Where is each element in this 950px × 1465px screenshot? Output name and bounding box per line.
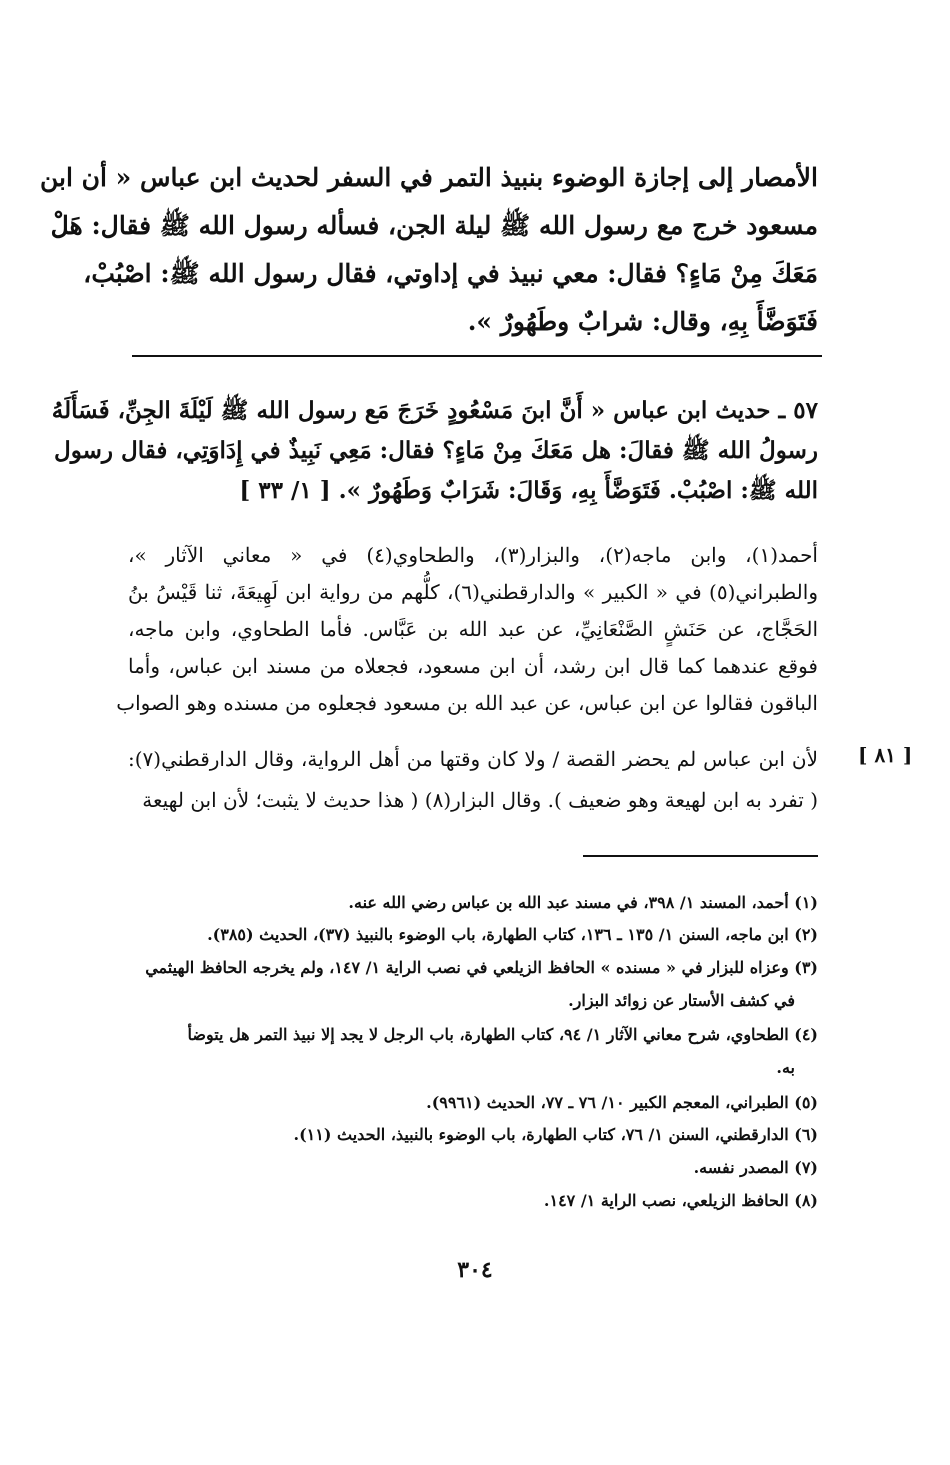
top-passage-line-4: فَتَوَضَّأَ بِهِ، وقال: شرابٌ وطَهُورٌ ». [467,307,818,336]
hadith-line-2: رسولُ الله ﷺ فقالَ: هل مَعَكَ مِنْ مَاءٍ؟ فقال: مَعِي نَبِيذٌ في إِدَاوَتِي، فقال رسول [54,437,818,464]
top-passage-line-2: مسعود خرج مع رسول الله ﷺ ليلة الجن، فسأله رسول الله ﷺ فقال: هَلْ [50,211,818,240]
body-line-2: والطبراني(٥) في « الكبير » والدارقطني(٦)، كلُّهم من رواية ابن لَهِيعَةَ، ثنا قَيْسُ بنُ [128,580,818,604]
body-line-6: لأن ابن عباس لم يحضر القصة / ولا كان وقتها من أهل الرواية، وقال الدارقطني(٧): [128,747,818,771]
hadith-line-3: الله ﷺ: اصْبُبْ. فَتَوَضَّأَ بِهِ، وَقَالَ: شَرَابٌ وَطَهُورٌ ». [ ١/ ٣٣ ] [239,477,818,504]
body-line-3: الحَجَّاج، عن حَنَشٍ الصَّنْعَانِيِّ، عن عبد الله بن عَبَّاس. فأما الطحاوي، وابن ماجه، [128,617,818,641]
body-line-1: أحمد(١)، وابن ماجه(٢)، والبزار(٣)، والطحاوي(٤) في « معاني الآثار »، [128,543,818,567]
margin-page-reference: [ ٨١ ] [858,743,913,767]
footnote-7: (٧) المصدر نفسه. [693,1158,818,1177]
hadith-line-1: ٥٧ ـ حديث ابن عباس « أَنَّ ابنَ مَسْعُودٍ خَرَجَ مَع رسول الله ﷺ لَيْلَةَ الجِنِّ، فَسَأَلَهُ [51,397,818,424]
footnote-2: (٢) ابن ماجه، السنن ١/ ١٣٥ ـ ١٣٦، كتاب الطهارة، باب الوضوء بالنبيذ (٣٧)، الحديث (٣٨٥). [207,925,818,944]
section-divider [132,355,822,357]
body-line-5: الباقون فقالوا عن ابن عباس، عن عبد الله بن مسعود فجعلوه من مسنده وهو الصواب [116,691,818,715]
body-line-4: فوقع عندهما كما قال ابن رشد، أن ابن مسعود، فجعلاه من مسند ابن عباس، وأما [128,654,818,678]
footnote-6: (٦) الدارقطني، السنن ١/ ٧٦، كتاب الطهارة، باب الوضوء بالنبيذ، الحديث (١١). [293,1125,818,1144]
footnote-5: (٥) الطبراني، المعجم الكبير ١٠/ ٧٦ ـ ٧٧، الحديث (٩٩٦١). [426,1093,818,1112]
top-passage-line-1: الأمصار إلى إجازة الوضوء بنبيذ التمر في السفر لحديث ابن عباس « أن ابن [39,163,818,192]
footnote-3-continued: في كشف الأستار عن زوائد البزار. [568,991,795,1010]
footnote-1: (١) أحمد، المسند ١/ ٣٩٨، في مسند عبد الله بن عباس رضي الله عنه. [348,893,818,912]
footnote-4-continued: به. [776,1058,795,1077]
top-passage-line-3: مَعَكَ مِنْ مَاءٍ؟ فقال: معي نبيذ في إداوتي، فقال رسول الله ﷺ: اصْبُبْ، [83,259,818,288]
page-number: ٣٠٤ [457,1257,493,1283]
footnote-separator [583,855,818,857]
footnote-3: (٣) وعزاه للبزار في « مسنده » الحافظ الزيلعي في نصب الراية ١/ ١٤٧، ولم يخرجه الحافظ الهيثمي [145,958,818,977]
body-line-7: ( تفرد به ابن لهيعة وهو ضعيف ). وقال البزار(٨) ( هذا حديث لا يثبت؛ لأن ابن لهيعة [142,788,818,812]
footnote-8: (٨) الحافظ الزيلعي، نصب الراية ١/ ١٤٧. [543,1191,818,1210]
footnote-4: (٤) الطحاوي، شرح معاني الآثار ١/ ٩٤، كتاب الطهارة، باب الرجل لا يجد إلا نبيذ التمر هل يتوضأ [187,1025,818,1044]
